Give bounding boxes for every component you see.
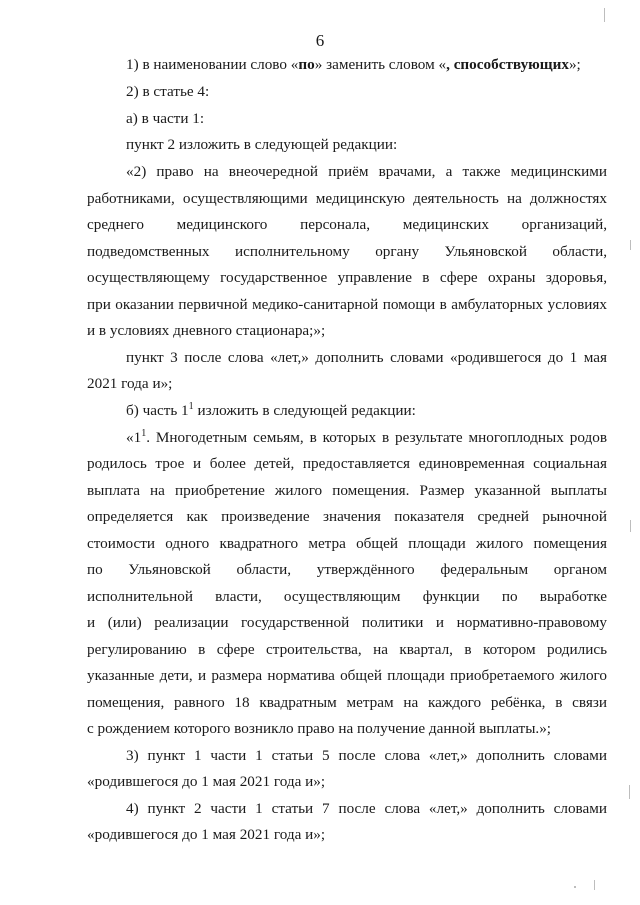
paragraph-line: пункт 3 после слова «лет,» дополнить словами «родившегося до 1 мая <box>126 349 607 366</box>
quoted-line <box>126 428 607 448</box>
scan-mark <box>630 240 631 250</box>
scan-mark <box>604 8 605 22</box>
scan-mark <box>574 886 576 888</box>
item-2-line: 2) в статье 4: <box>126 83 210 100</box>
scan-mark <box>629 785 630 799</box>
quoted-line: родилось трое и более детей, предоставляется единовременная социальная <box>87 455 607 472</box>
item-1-line <box>126 55 581 75</box>
quoted-line: подведомственных исполнительному органу Ульяновской области, <box>87 243 607 260</box>
item-3-continuation: «родившегося до 1 мая 2021 года и»; <box>87 773 326 790</box>
quoted-line: работниками, осуществляющими медицинскую деятельность на должностях <box>87 190 607 207</box>
item-3-line: 3) пункт 1 части 1 статьи 5 после слова «лет,» дополнить словами <box>126 747 607 764</box>
item-4-continuation: «родившегося до 1 мая 2021 года и»; <box>87 826 326 843</box>
quoted-line: «2) право на внеочередной приём врачами, а также медицинскими <box>126 163 607 180</box>
subitem-b-line <box>126 401 416 421</box>
quoted-line: исполнительной власти, осуществляющим функции по выработке <box>87 588 607 605</box>
text-run: 1) в наименовании слово « <box>126 56 299 73</box>
page-number: 6 <box>315 31 325 50</box>
bold-word: по <box>298 56 315 73</box>
quoted-line: по Ульяновской области, утверждённого федеральным органом <box>87 561 607 578</box>
text-run: изложить в следующей редакции: <box>193 402 416 419</box>
text-run: «1 <box>126 429 142 446</box>
scan-mark <box>630 520 631 532</box>
subitem-a-line: а) в части 1: <box>126 110 205 127</box>
quoted-line: стоимости одного квадратного метра общей площади жилого помещения <box>87 535 607 552</box>
quoted-line: и в условиях дневного стационара;»; <box>87 322 326 339</box>
text-run: »; <box>568 56 581 73</box>
quoted-line: с рождением которого возникло право на получение данной выплаты.»; <box>87 720 552 737</box>
text-run: . Многодетным семьям, в которых в результате многоплодных родов <box>146 429 607 446</box>
quoted-line: определяется как произведение значения показателя средней рыночной <box>87 508 607 525</box>
quoted-line: регулированию в сфере строительства, на квартал, в котором родились <box>87 641 607 658</box>
paragraph-line: пункт 2 изложить в следующей редакции: <box>126 136 398 153</box>
quoted-line: и (или) реализации государственной политики и нормативно-правовому <box>87 614 607 631</box>
superscript: 1 <box>141 428 147 439</box>
quoted-line: среднего медицинского персонала, медицинских организаций, <box>87 216 607 233</box>
quoted-line: выплата на приобретение жилого помещения. Размер указанной выплаты <box>87 482 607 499</box>
paragraph-line: 2021 года и»; <box>87 375 173 392</box>
text-run: б) часть 1 <box>126 402 189 419</box>
quoted-line: указанные дети, и размера норматива общей площади приобретаемого жилого <box>87 667 607 684</box>
text-run: » заменить словом « <box>314 56 447 73</box>
scan-mark <box>594 880 595 890</box>
item-4-line: 4) пункт 2 части 1 статьи 7 после слова «лет,» дополнить словами <box>126 800 607 817</box>
bold-word: , способствующих <box>446 56 569 73</box>
quoted-line: помещения, равного 18 квадратным метрам на каждого ребёнка, в связи <box>87 694 607 711</box>
quoted-line: при оказании первичной медико-санитарной помощи в амбулаторных условиях <box>87 296 607 313</box>
superscript: 1 <box>188 401 194 412</box>
quoted-line: осуществляющему государственное управление в сфере охраны здоровья, <box>87 269 607 286</box>
